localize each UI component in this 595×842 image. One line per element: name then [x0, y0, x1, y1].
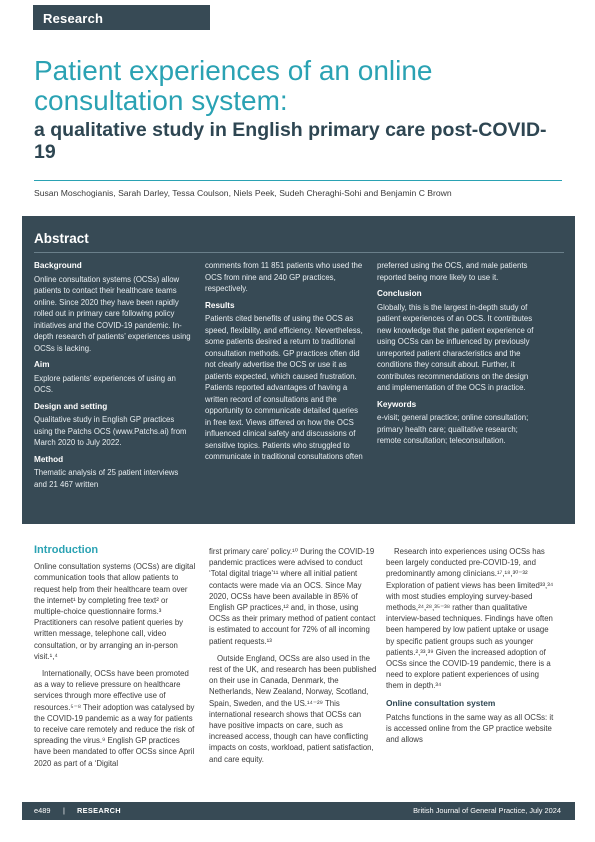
journal-citation: British Journal of General Practice, July 2024	[413, 806, 561, 815]
intro-paragraph-2: Internationally, OCSs have been promoted as a way to relieve pressure on healthcare services through more effective use of resources.⁵⁻⁸ Their adoption was catalysed by the COVID-19 pandemic as a way for patients to receive care remotely and reduce the risk of spreading the virus.⁹ English GP practices have been mandated to offer OCSs since April 2020 as part of a ‘Digital	[34, 669, 195, 768]
abstract-panel	[22, 216, 575, 524]
design-heading: Design and setting	[34, 401, 108, 411]
abstract-column-1	[34, 260, 192, 494]
footer-separator: |	[63, 806, 65, 815]
intro-paragraph-5: Research into experiences using OCSs has been largely conducted pre-COVID-19, and predominantly among clinicians.¹⁷,¹⁸,³⁰⁻³² Exploration of patient views has been limited³³,³⁴ with most studies employing survey-based methods,²⁴,²⁸,³⁵⁻³⁸ rather than qualitative interview-based techniques. Findings have often been hampered by low patient uptake or usage by specific patient groups such as younger patients.²,³³,³⁹ Given the increased adoption of OCSs since the COVID-19 pandemic, there is a need to explore patient experiences of using them in depth.³⁴	[386, 547, 554, 691]
page-footer	[22, 802, 575, 820]
ocs-paragraph-1: Patchs functions in the same way as all OCSs: it is accessed online from the GP practice website and allows	[386, 712, 554, 745]
introduction-heading: Introduction	[34, 544, 99, 556]
author-list: Susan Moschogianis, Sarah Darley, Tessa Coulson, Niels Peek, Sudeh Cheraghi-Sohi and Benjamin C Brown	[34, 188, 452, 198]
abstract-divider	[34, 252, 564, 253]
intro-paragraph-1: Online consultation systems (OCSs) are digital communication tools that allow patients to request help from their healthcare team over the internet¹ by completing free text² or multiple-choice questionnaire forms.³ Practitioners can resolve patient queries by written message, telephone call, video consultation, or by arranging an in-person visit.¹,⁴	[34, 562, 196, 661]
ocs-heading: Online consultation system	[386, 697, 496, 708]
title-divider	[34, 180, 562, 181]
intro-paragraph-3: first primary care’ policy.¹⁰ During the COVID-19 pandemic practices were advised to conduct ‘Total digital triage’¹¹ where all initial patient contacts were made via an OCS. Since May 2020, OCSs have been available in 85% of English GP practices,¹² and, in those, using OCSs as their primary method of patient contact is estimated to account for 72% of all incoming patient requests.¹³	[209, 547, 376, 646]
keywords-heading: Keywords	[377, 399, 417, 409]
page-number: e489	[34, 806, 51, 815]
method-text-start: Thematic analysis of 25 patient interviews and 21 467 written	[34, 468, 179, 489]
footer-section: RESEARCH	[77, 806, 121, 815]
intro-paragraph-4: Outside England, OCSs are also used in the rest of the UK, and research has been published on their use in Canada, Denmark, the Netherlands, New Zealand, Norway, Scotland, Spain, Sweden, and the US.¹⁴⁻²⁹ This international research shows that OCSs can have positive impacts on care, such as increased access, though can have conflicting impacts on costs, workload, patient satisfaction, and care equity.	[209, 653, 377, 764]
results-text-cont: preferred using the OCS, and male patients reported being more likely to use it.	[377, 261, 528, 282]
background-heading: Background	[34, 261, 82, 270]
article-title: Patient experiences of an online consultation system:	[34, 55, 433, 116]
results-text: Patients cited benefits of using the OCS as speed, flexibility, and efficiency. Nevertheless, some patients desired a return to traditional consultation methods. GP practices often did not clearly advertise the OCS or use it as patients expected, which caused frustration. Patients reported advantages of having a written record of consultations and the opportunity to communicate detailed queries in free text. Views differed on how the OCS influenced clinical safety and discussions of sensitive topics. Patients who struggled to communicate in traditional consultations often	[205, 314, 363, 461]
article-subtitle: a qualitative study in English primary care post-COVID-19	[34, 119, 547, 163]
abstract-column-2	[205, 260, 363, 467]
design-text: Qualitative study in English GP practices using the Patchs OCS (www.Patchs.ai) from March 2020 to July 2022.	[34, 415, 187, 447]
body-column-2	[209, 546, 377, 771]
aim-text: Explore patients’ experiences of using an OCS.	[34, 373, 176, 394]
method-heading: Method	[34, 454, 64, 464]
keywords-text: e-visit; general practice; online consultation; primary health care; qualitative research; remote consultation; teleconsultation.	[377, 413, 529, 445]
method-text-cont: comments from 11 851 patients who used the OCS from nine and 240 GP practices, respectively.	[205, 261, 363, 293]
conclusion-text: Globally, this is the largest in-depth study of patient experiences of an OCS. It contributes new knowledge that the patient experience of using OCSs can be influenced by previously unreported patient characteristics and the conditions they consult about. Further, it contributes recommendations on the design and implementation of the OCS in practice.	[377, 302, 534, 392]
section-tag-bar	[210, 5, 595, 30]
section-tag: Research	[33, 5, 210, 30]
results-heading: Results	[205, 300, 235, 310]
conclusion-heading: Conclusion	[377, 289, 422, 298]
abstract-column-3	[377, 260, 535, 451]
body-column-3	[386, 546, 554, 751]
background-text: Online consultation systems (OCSs) allow patients to contact their healthcare teams online. Since 2020 they have been rapidly rolled out in primary care following policy initiatives and the COVID-19 pandemic. In-depth research of patients’ experiences using OCSs is lacking.	[34, 274, 191, 353]
body-column-1	[34, 545, 197, 775]
aim-heading: Aim	[34, 360, 50, 369]
abstract-title: Abstract	[34, 231, 89, 246]
